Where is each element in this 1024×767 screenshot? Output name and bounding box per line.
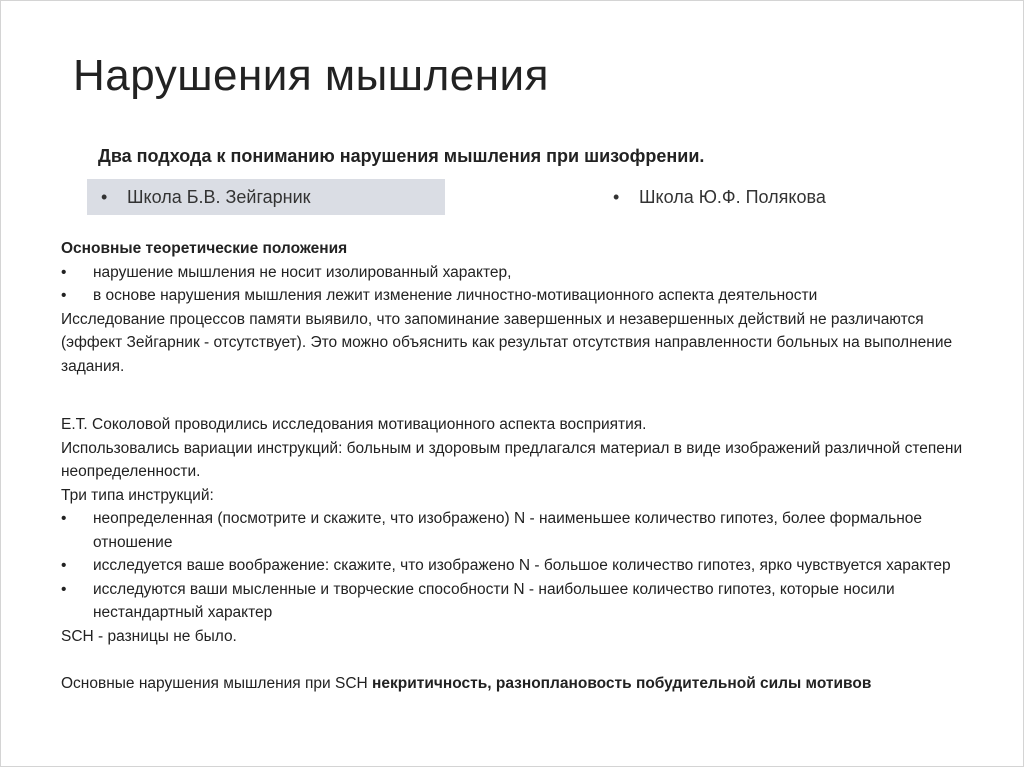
school-polyakov-item — [613, 179, 826, 215]
list-item-text: исследуются ваши мысленные и творческие способности N - наибольшее количество гипотез, которые носили нестандартный характер — [93, 580, 895, 621]
list-item — [61, 261, 981, 285]
bullet-icon: • — [61, 287, 67, 304]
section2-line2: Использовались вариации инструкций: больным и здоровым предлагался материал в виде изображений различной степени неопределенности. — [61, 439, 963, 480]
section2-line3: Три типа инструкций: — [61, 486, 214, 504]
subtitle: Два подхода к пониманию нарушения мышления при шизофрении. — [98, 146, 705, 166]
bullet-icon: • — [101, 186, 108, 207]
spacer — [61, 378, 981, 413]
list-item — [61, 554, 981, 578]
section1-text: Исследование процессов памяти выявило, что запоминание завершенных и незавершенных действий не различаются (эффект Зейгарник - отсутствует). Это можно объяснить как результат отсутствия направленности больных на выполнение задания. — [61, 310, 953, 375]
school-polyakov-label: Школа Ю.Ф. Полякова — [639, 186, 826, 207]
list-item — [61, 284, 981, 308]
section2-line4: SCH - разницы не было. — [61, 627, 237, 645]
conclusion-bold: некритичность, разноплановость побудительной силы мотивов — [372, 674, 872, 692]
body-text — [61, 237, 981, 695]
section2-line1: Е.Т. Соколовой проводились исследования мотивационного аспекта восприятия. — [61, 416, 647, 433]
list-item-text: исследуется ваше воображение: скажите, что изображено N - большое количество гипотез, ярко чувствуется характер — [93, 557, 951, 574]
page-title: Нарушения мышления — [73, 51, 549, 100]
bullet-icon: • — [61, 557, 67, 574]
list-item — [61, 578, 981, 625]
section1-heading: Основные теоретические положения — [61, 240, 348, 257]
bullet-icon: • — [61, 580, 67, 598]
school-zeigarnik-item — [87, 179, 445, 215]
conclusion — [61, 672, 981, 696]
bullet-icon: • — [61, 263, 67, 281]
bullet-icon: • — [613, 186, 620, 207]
spacer — [61, 648, 981, 672]
bullet-icon: • — [61, 510, 67, 527]
list-item-text: неопределенная (посмотрите и скажите, что изображено) N - наименьшее количество гипотез, более формальное отношение — [93, 510, 922, 551]
list-item — [61, 507, 981, 554]
list-item-text: нарушение мышления не носит изолированный характер, — [93, 263, 512, 281]
list-item-text: в основе нарушения мышления лежит изменение личностно-мотивационного аспекта деятельности — [93, 287, 818, 304]
school-zeigarnik-label: Школа Б.В. Зейгарник — [127, 186, 311, 207]
conclusion-normal: Основные нарушения мышления при SCH — [61, 674, 373, 692]
